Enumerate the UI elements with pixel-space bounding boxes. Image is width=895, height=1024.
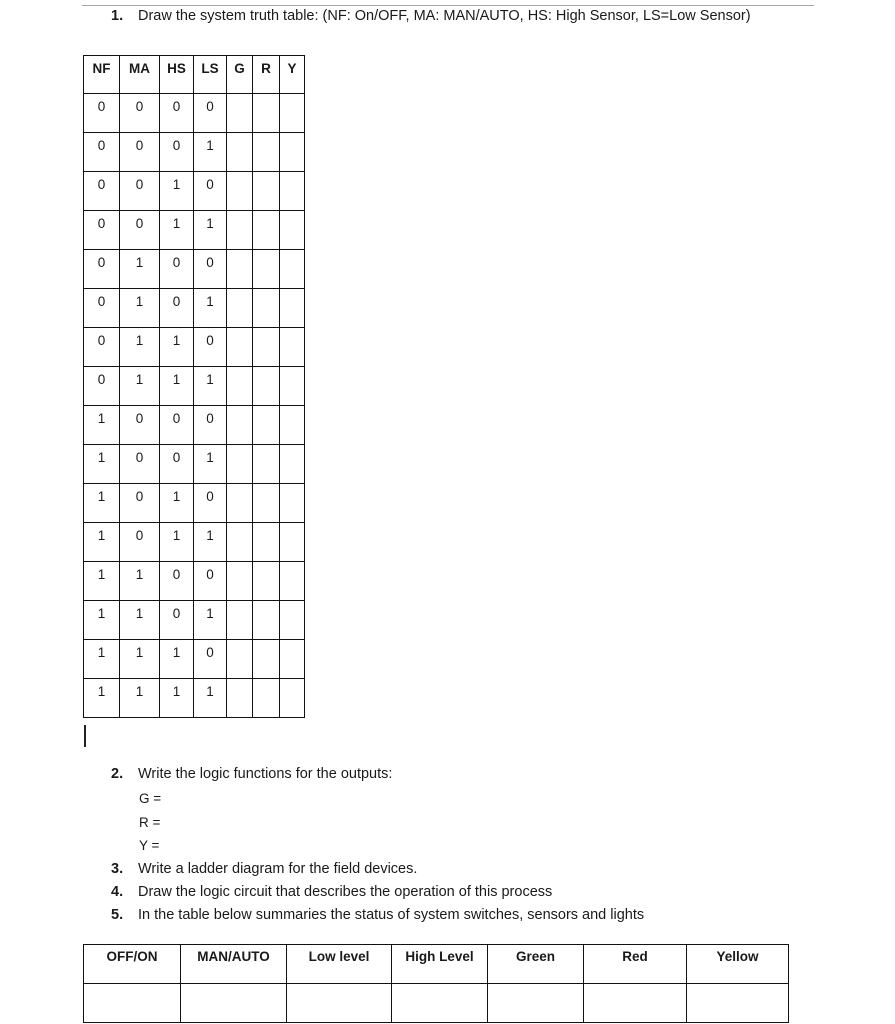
cell-green[interactable] (488, 984, 584, 1023)
cell-r[interactable] (253, 562, 280, 601)
question-text: Write the logic functions for the outputs: (138, 766, 393, 782)
cell-y[interactable] (280, 289, 305, 328)
cell-ma: 1 (120, 250, 160, 289)
cell-hs: 1 (160, 640, 194, 679)
cell-nf: 0 (84, 250, 120, 289)
cell-ma: 0 (120, 133, 160, 172)
header-r: R (253, 56, 280, 94)
header-green: Green (488, 945, 584, 984)
cell-ls: 0 (194, 250, 227, 289)
cell-ma: 1 (120, 640, 160, 679)
cell-nf: 1 (84, 601, 120, 640)
cell-g[interactable] (227, 94, 253, 133)
text-cursor (84, 725, 86, 747)
header-red: Red (584, 945, 687, 984)
question-5 (111, 907, 644, 923)
cell-nf: 1 (84, 523, 120, 562)
table-row (84, 679, 305, 718)
cell-ma: 0 (120, 484, 160, 523)
cell-g[interactable] (227, 250, 253, 289)
cell-ma: 1 (120, 289, 160, 328)
table-row (84, 367, 305, 406)
logic-function-r: R = (139, 815, 161, 830)
question-number: 5. (111, 907, 124, 923)
cell-ls: 1 (194, 445, 227, 484)
cell-g[interactable] (227, 679, 253, 718)
cell-r[interactable] (253, 445, 280, 484)
cell-g[interactable] (227, 289, 253, 328)
table-row (84, 328, 305, 367)
header-man-auto: MAN/AUTO (181, 945, 287, 984)
cell-ls: 0 (194, 640, 227, 679)
cell-ls: 0 (194, 94, 227, 133)
cell-r[interactable] (253, 172, 280, 211)
cell-g[interactable] (227, 601, 253, 640)
top-divider (82, 5, 814, 6)
cell-y[interactable] (280, 484, 305, 523)
cell-y[interactable] (280, 601, 305, 640)
cell-high-level[interactable] (392, 984, 488, 1023)
cell-ls: 1 (194, 601, 227, 640)
question-number: 1. (111, 8, 124, 24)
cell-y[interactable] (280, 133, 305, 172)
cell-hs: 0 (160, 562, 194, 601)
question-2 (111, 766, 392, 782)
header-ma: MA (120, 56, 160, 94)
cell-ls: 1 (194, 367, 227, 406)
table-row (84, 406, 305, 445)
cell-hs: 0 (160, 250, 194, 289)
cell-nf: 0 (84, 328, 120, 367)
cell-nf: 0 (84, 211, 120, 250)
cell-r[interactable] (253, 133, 280, 172)
cell-nf: 0 (84, 367, 120, 406)
cell-nf: 1 (84, 679, 120, 718)
cell-nf: 0 (84, 94, 120, 133)
cell-g[interactable] (227, 172, 253, 211)
table-row (84, 562, 305, 601)
table-row (84, 484, 305, 523)
cell-nf: 1 (84, 484, 120, 523)
cell-g[interactable] (227, 523, 253, 562)
table-row (84, 172, 305, 211)
cell-ma: 1 (120, 601, 160, 640)
cell-hs: 1 (160, 523, 194, 562)
cell-r[interactable] (253, 250, 280, 289)
cell-g[interactable] (227, 484, 253, 523)
cell-r[interactable] (253, 406, 280, 445)
logic-function-g: G = (139, 791, 162, 806)
truth-table (83, 55, 305, 718)
cell-y[interactable] (280, 250, 305, 289)
cell-nf: 1 (84, 445, 120, 484)
question-number: 3. (111, 861, 124, 877)
cell-r[interactable] (253, 484, 280, 523)
cell-ma: 0 (120, 172, 160, 211)
cell-ls: 1 (194, 289, 227, 328)
status-summary-table (83, 944, 789, 1023)
cell-ls: 1 (194, 523, 227, 562)
question-3 (111, 861, 417, 877)
header-nf: NF (84, 56, 120, 94)
cell-y[interactable] (280, 445, 305, 484)
cell-y[interactable] (280, 94, 305, 133)
cell-hs: 0 (160, 406, 194, 445)
cell-ma: 1 (120, 367, 160, 406)
cell-ls: 0 (194, 406, 227, 445)
cell-ls: 0 (194, 172, 227, 211)
table-row (84, 445, 305, 484)
table-row (84, 133, 305, 172)
table-row (84, 523, 305, 562)
cell-y[interactable] (280, 640, 305, 679)
cell-g[interactable] (227, 133, 253, 172)
table-row (84, 289, 305, 328)
header-g: G (227, 56, 253, 94)
cell-nf: 1 (84, 406, 120, 445)
cell-g[interactable] (227, 406, 253, 445)
cell-r[interactable] (253, 289, 280, 328)
table-header-row (84, 56, 305, 94)
cell-y[interactable] (280, 679, 305, 718)
cell-off-on[interactable] (84, 984, 181, 1023)
cell-nf: 1 (84, 562, 120, 601)
table-row (84, 984, 789, 1023)
cell-r[interactable] (253, 523, 280, 562)
question-number: 2. (111, 766, 124, 782)
cell-nf: 0 (84, 289, 120, 328)
question-text: Write a ladder diagram for the field devices. (138, 861, 418, 877)
header-yellow: Yellow (687, 945, 789, 984)
cell-ls: 1 (194, 211, 227, 250)
header-low-level: Low level (287, 945, 392, 984)
cell-hs: 1 (160, 172, 194, 211)
cell-ma: 0 (120, 406, 160, 445)
cell-y[interactable] (280, 562, 305, 601)
cell-ls: 1 (194, 679, 227, 718)
question-text: In the table below summaries the status of system switches, sensors and lights (138, 907, 645, 923)
cell-y[interactable] (280, 406, 305, 445)
cell-yellow[interactable] (687, 984, 789, 1023)
table-header-row (84, 945, 789, 984)
cell-r[interactable] (253, 679, 280, 718)
header-off-on: OFF/ON (84, 945, 181, 984)
cell-hs: 1 (160, 367, 194, 406)
cell-g[interactable] (227, 562, 253, 601)
cell-ma: 0 (120, 211, 160, 250)
cell-nf: 0 (84, 133, 120, 172)
cell-hs: 1 (160, 328, 194, 367)
cell-ma: 0 (120, 94, 160, 133)
cell-y[interactable] (280, 211, 305, 250)
question-number: 4. (111, 884, 124, 900)
cell-y[interactable] (280, 172, 305, 211)
cell-hs: 0 (160, 133, 194, 172)
cell-ma: 1 (120, 679, 160, 718)
cell-g[interactable] (227, 328, 253, 367)
cell-ls: 0 (194, 562, 227, 601)
cell-r[interactable] (253, 94, 280, 133)
cell-r[interactable] (253, 601, 280, 640)
cell-g[interactable] (227, 367, 253, 406)
question-4 (111, 884, 552, 900)
table-row (84, 211, 305, 250)
cell-g[interactable] (227, 445, 253, 484)
header-y: Y (280, 56, 305, 94)
header-hs: HS (160, 56, 194, 94)
cell-ma: 1 (120, 328, 160, 367)
cell-r[interactable] (253, 367, 280, 406)
cell-g[interactable] (227, 640, 253, 679)
cell-hs: 0 (160, 289, 194, 328)
cell-y[interactable] (280, 367, 305, 406)
table-row (84, 250, 305, 289)
logic-function-y: Y = (139, 838, 160, 853)
header-high-level: High Level (392, 945, 488, 984)
cell-ls: 0 (194, 328, 227, 367)
cell-r[interactable] (253, 328, 280, 367)
cell-ls: 0 (194, 484, 227, 523)
cell-nf: 1 (84, 640, 120, 679)
cell-hs: 1 (160, 484, 194, 523)
header-ls: LS (194, 56, 227, 94)
cell-ma: 1 (120, 562, 160, 601)
question-1 (111, 8, 751, 24)
cell-ma: 0 (120, 445, 160, 484)
cell-g[interactable] (227, 211, 253, 250)
table-row (84, 640, 305, 679)
cell-low-level[interactable] (287, 984, 392, 1023)
cell-hs: 0 (160, 601, 194, 640)
question-text: Draw the system truth table: (NF: On/OFF, MA: MAN/AUTO, HS: High Sensor, LS=Low Sensor) (138, 8, 751, 24)
cell-y[interactable] (280, 523, 305, 562)
cell-r[interactable] (253, 211, 280, 250)
cell-hs: 1 (160, 211, 194, 250)
cell-y[interactable] (280, 328, 305, 367)
cell-ls: 1 (194, 133, 227, 172)
table-row (84, 94, 305, 133)
cell-nf: 0 (84, 172, 120, 211)
cell-hs: 1 (160, 679, 194, 718)
cell-ma: 0 (120, 523, 160, 562)
cell-hs: 0 (160, 94, 194, 133)
cell-hs: 0 (160, 445, 194, 484)
cell-r[interactable] (253, 640, 280, 679)
cell-man-auto[interactable] (181, 984, 287, 1023)
table-row (84, 601, 305, 640)
question-text: Draw the logic circuit that describes the operation of this process (138, 884, 553, 900)
cell-red[interactable] (584, 984, 687, 1023)
